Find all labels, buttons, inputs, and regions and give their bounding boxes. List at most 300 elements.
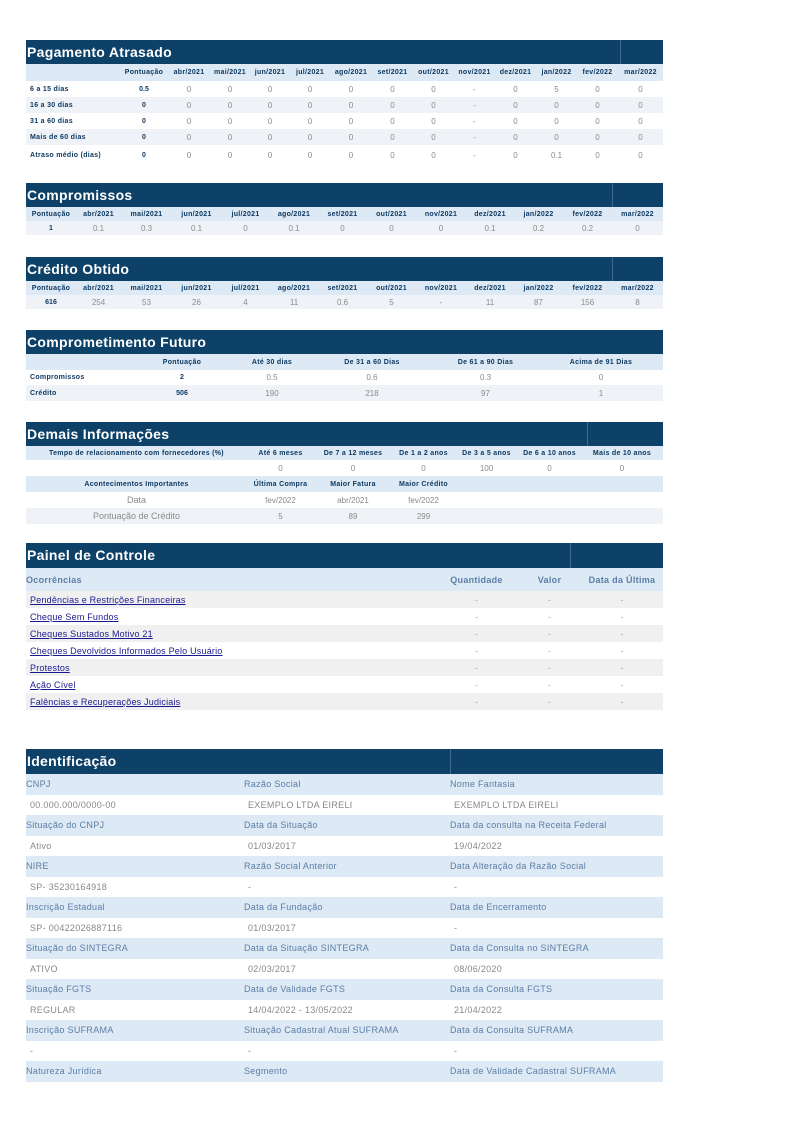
header-divider [612,183,613,207]
valor-cell: - [518,659,581,676]
table-header-row [26,568,663,591]
table-row [26,508,663,524]
value-cell: abr/2021 [337,495,369,505]
column-header: Maior Crédito [392,476,455,492]
valor-cell: - [518,591,581,608]
header-divider [450,749,451,774]
field-value: - [450,1041,663,1062]
column-header: De 31 a 60 Dias [312,354,432,370]
field-label: Razão Social [244,774,450,795]
value-cell: 0 [372,129,413,145]
column-header: De 1 a 2 anos [392,446,455,460]
section-demais-informacoes [26,422,663,524]
value-cell: 0 [390,84,395,94]
data-cell: - [581,625,663,642]
column-header: Pontuação [26,281,76,295]
table-header-row [26,281,663,295]
value-cell: 0 [350,463,356,473]
value-cell: 4 [221,295,270,309]
section-title: Comprometimento Futuro [27,334,207,350]
value-cell: 0 [307,84,313,94]
table-row [26,370,663,385]
table-row [26,676,663,693]
value-cell: 0 [168,129,210,145]
row-label: 6 a 15 dias [30,85,69,93]
value-cell: 0 [250,129,290,145]
data-cell: - [581,693,663,710]
value-cell: 53 [121,295,172,309]
field-value-row [26,918,663,939]
value-cell: 0 [330,97,372,113]
table-row [26,97,663,113]
value-cell: 0.1 [76,221,121,235]
value-cell: - [473,116,476,126]
header-divider [620,40,621,64]
section-title-bar [26,40,663,64]
credito-obtido-table [26,281,663,309]
value-cell: 0 [536,129,577,145]
value-cell: 0 [431,151,436,160]
score-cell: 0 [120,97,168,113]
value-cell: 11 [270,295,318,309]
row-label: 31 a 60 dias [30,117,73,125]
field-value: ATIVO [26,959,244,980]
field-value: 02/03/2017 [244,959,450,980]
column-header: mai/2021 [121,281,172,295]
value-cell: 0 [267,151,273,160]
value-cell: 0 [227,84,233,94]
section-title-bar [26,422,663,446]
value-cell: 0 [495,129,536,145]
column-header: Pontuação [132,354,232,370]
section-title-bar [26,257,663,281]
column-header: Tempo de relacionamento com fornecedores (%) [26,446,247,460]
value-cell: 0 [547,463,552,473]
column-header: mar/2022 [612,207,663,221]
data-cell: - [620,645,624,656]
row-label: Pontuação de Crédito [26,508,247,524]
section-compromissos [26,183,663,235]
column-header [26,64,120,81]
field-label: Data da Consulta FGTS [450,979,663,1000]
value-cell: 0 [186,84,192,94]
empty-cell [26,460,247,476]
field-label-row [26,1061,663,1082]
value-cell: - [416,295,466,309]
value-cell: 0 [367,221,416,235]
column-header: set/2021 [318,207,367,221]
column-header: jul/2021 [221,207,270,221]
value-cell: 0 [267,84,273,94]
column-header: Maior Fatura [314,476,392,492]
field-value: - [450,877,663,898]
column-header: mai/2021 [121,207,172,221]
header-divider [612,257,613,281]
ocorrencia-link[interactable]: Pendências e Restrições Financeiras [30,594,186,605]
column-header: mar/2022 [618,64,663,81]
value-cell: - [473,84,476,94]
field-label: Data Alteração da Razão Social [450,856,663,877]
value-cell: 0 [413,97,454,113]
column-header: Até 6 meses [247,446,314,460]
column-header: abr/2021 [168,64,210,81]
value-cell: 0 [513,151,518,160]
column-header: Até 30 dias [232,354,312,370]
data-cell: - [620,611,624,622]
value-cell: - [473,151,476,160]
value-cell: 0.5 [266,373,278,382]
section-title-bar [26,543,663,568]
field-label: Inscrição Estadual [26,897,244,918]
value-cell: 0 [348,116,354,126]
value-cell: 0 [416,221,466,235]
field-value: EXEMPLO LTDA EIRELI [450,795,663,816]
acontecimentos-table [26,476,663,524]
value-cell: 0 [278,463,283,473]
value-cell: 0 [290,97,330,113]
value-cell: 0 [210,129,250,145]
value-cell: 0 [595,116,600,126]
value-cell: 299 [392,508,455,524]
value-cell: 0 [431,84,436,94]
field-label: Data da Consulta SUFRAMA [450,1020,663,1041]
table-row [26,460,663,476]
section-identificacao [26,749,663,1082]
column-header: jan/2022 [536,64,577,81]
column-header: fev/2022 [563,281,612,295]
score-cell: 1 [26,221,76,235]
value-cell: - [454,129,495,145]
table-row [26,591,663,608]
table-row [26,129,663,145]
value-cell: 0.3 [479,373,492,382]
field-label: Data da Situação [244,815,450,836]
section-title: Compromissos [27,187,133,203]
pagamento-atrasado-table [26,64,663,166]
table-header-row [26,64,663,81]
column-header: jun/2021 [172,281,221,295]
ocorrencia-link[interactable]: Cheques Sustados Motivo 21 [30,628,153,639]
identificacao-table [26,774,663,1082]
value-cell: 0 [372,97,413,113]
section-title: Pagamento Atrasado [27,44,172,60]
quantidade-cell: - [435,591,518,608]
value-cell: 0 [221,221,270,235]
value-cell: 89 [314,508,392,524]
table-header-row [26,207,663,221]
section-title: Demais Informações [27,426,170,442]
column-header: set/2021 [372,64,413,81]
relacionamento-table [26,446,663,476]
data-cell: - [581,591,663,608]
header-divider [587,422,588,446]
ocorrencia-link[interactable]: Ação Cível [30,679,76,690]
field-label-row [26,774,663,795]
field-value: REGULAR [26,1000,244,1021]
table-row [26,625,663,642]
ocorrencia-link[interactable]: Cheque Sem Fundos [30,611,119,622]
field-value-row [26,836,663,857]
value-cell: 218 [312,385,432,401]
value-cell: 0.3 [121,221,172,235]
column-header: dez/2021 [466,207,514,221]
quantidade-cell: - [475,679,478,690]
ocorrencia-link[interactable]: Protestos [30,662,70,673]
value-cell: 254 [76,295,121,309]
column-header: Acima de 91 Dias [539,354,663,370]
column-header [26,354,132,370]
section-pagamento-atrasado [26,40,663,166]
value-cell: 190 [232,385,312,401]
comprometimento-futuro-table [26,354,663,401]
quantidade-cell: - [475,611,478,622]
value-cell: 0 [638,116,643,126]
valor-cell: - [548,679,551,690]
value-cell: 0.1 [550,151,563,160]
column-header: Ocorrências [26,568,435,591]
value-cell: 0 [290,129,330,145]
value-cell: 0.2 [514,221,563,235]
score-cell: 2 [180,374,184,381]
valor-cell: - [518,625,581,642]
column-header: dez/2021 [495,64,536,81]
field-value-row [26,795,663,816]
field-value-row [26,877,663,898]
value-cell: 0 [210,97,250,113]
empty-cell [455,492,663,508]
table-row [26,693,663,710]
field-label: Data de Validade Cadastral SUFRAMA [450,1061,663,1082]
field-label: NIRE [26,856,244,877]
field-label: Situação do CNPJ [26,815,244,836]
row-label: Mais de 60 dias [26,129,120,145]
value-cell: - [454,97,495,113]
column-header: jan/2022 [514,207,563,221]
row-label: Atraso médio (dias) [30,152,102,159]
table-row [26,221,663,235]
value-cell: 97 [432,385,539,401]
column-header: set/2021 [318,281,367,295]
field-value-row [26,959,663,980]
table-row [26,113,663,129]
section-painel-controle [26,543,663,710]
table-row [26,608,663,625]
field-value: - [244,877,450,898]
field-label-row [26,938,663,959]
quantidade-cell: - [435,625,518,642]
field-value: SP- 35230164918 [26,877,244,898]
table-header-row [26,446,663,460]
value-cell: 0 [318,221,367,235]
score-cell: 0 [142,152,146,159]
section-title: Painel de Controle [27,547,156,563]
score-cell: 0 [120,129,168,145]
column-header: jul/2021 [221,281,270,295]
value-cell: 5 [367,295,416,309]
data-cell: - [581,659,663,676]
field-label: Razão Social Anterior [244,856,450,877]
column-header: ago/2021 [270,207,318,221]
value-cell: 0 [554,116,559,126]
table-row [26,145,663,166]
value-cell: 5 [247,508,314,524]
field-label: Data da Fundação [244,897,450,918]
empty-cell [455,476,663,492]
value-cell: 0.6 [318,295,367,309]
column-header: jan/2022 [514,281,563,295]
section-comprometimento-futuro [26,330,663,401]
value-cell: 0.1 [270,221,318,235]
value-cell: 0 [250,97,290,113]
value-cell: 0 [227,116,233,126]
field-label: CNPJ [26,774,244,795]
field-label-row [26,979,663,1000]
field-label: Data da Consulta no SINTEGRA [450,938,663,959]
value-cell: 0.1 [172,221,221,235]
row-label: Compromissos [30,374,85,381]
field-value: EXEMPLO LTDA EIRELI [244,795,450,816]
value-cell: 5 [554,84,559,94]
section-title: Crédito Obtido [27,261,130,277]
value-cell: 0 [598,373,604,382]
column-header: ago/2021 [330,64,372,81]
section-title-bar [26,749,663,774]
value-cell: 0 [421,463,426,473]
quantidade-cell: - [435,659,518,676]
compromissos-table [26,207,663,235]
ocorrencia-link[interactable]: Falências e Recuperações Judiciais [30,696,181,707]
column-header: nov/2021 [416,281,466,295]
value-cell: fev/2022 [265,495,296,505]
field-label-row [26,897,663,918]
valor-cell: - [548,611,551,622]
column-header: Mais de 10 anos [581,446,663,460]
score-cell: 0 [142,117,146,125]
field-label: Data da consulta na Receita Federal [450,815,663,836]
field-label: Natureza Jurídica [26,1061,244,1082]
column-header: Acontecimentos Importantes [26,476,247,492]
row-label: Crédito [26,385,132,401]
value-cell: 0 [612,221,663,235]
field-label: Data de Validade FGTS [244,979,450,1000]
value-cell: 0 [618,97,663,113]
score-cell: 0.5 [139,85,149,93]
column-header: fev/2022 [563,207,612,221]
value-cell: 0.1 [466,221,514,235]
column-header: Valor [518,568,581,591]
empty-cell [455,508,663,524]
field-label: Situação Cadastral Atual SUFRAMA [244,1020,450,1041]
table-row [26,492,663,508]
value-cell: 0 [307,151,313,160]
value-cell: 0 [330,129,372,145]
column-header: Pontuação [120,64,168,81]
column-header: De 3 a 5 anos [455,446,518,460]
field-value: 01/03/2017 [244,918,450,939]
value-cell: 0 [227,151,233,160]
field-label: Data da Situação SINTEGRA [244,938,450,959]
value-cell: 156 [563,295,612,309]
field-label: Segmento [244,1061,450,1082]
row-label: Data [126,495,146,505]
column-header: mar/2022 [612,281,663,295]
field-label: Nome Fantasia [450,774,663,795]
row-label: 16 a 30 dias [26,97,120,113]
value-cell: 0 [577,129,618,145]
column-header: abr/2021 [76,207,121,221]
field-value: - [244,1041,450,1062]
table-header-row [26,354,663,370]
field-value: 21/04/2022 [450,1000,663,1021]
quantidade-cell: - [475,645,478,656]
column-header: De 6 a 10 anos [518,446,581,460]
value-cell: 0 [495,97,536,113]
value-cell: 26 [172,295,221,309]
score-cell: 506 [132,385,232,401]
table-row [26,659,663,676]
value-cell: 0 [413,129,454,145]
column-header: jul/2021 [290,64,330,81]
value-cell: 0 [348,151,354,160]
ocorrencia-link[interactable]: Cheques Devolvidos Informados Pelo Usuário [30,645,223,656]
column-header: De 61 a 90 Dias [432,354,539,370]
section-credito-obtido [26,257,663,309]
value-cell: 0 [390,116,395,126]
field-value: - [26,1041,244,1062]
field-value: 00.000.000/0000-00 [26,795,244,816]
data-cell: - [620,679,624,690]
value-cell: 1 [539,385,663,401]
value-cell: 0 [536,97,577,113]
column-header: Última Compra [247,476,314,492]
value-cell: 0 [348,84,354,94]
valor-cell: - [518,693,581,710]
field-value: - [450,918,663,939]
field-label: Situação do SINTEGRA [26,938,244,959]
table-row [26,642,663,659]
value-cell: 0 [638,84,643,94]
value-cell: 0 [618,129,663,145]
valor-cell: - [548,645,551,656]
section-title: Identificação [27,753,117,769]
field-label: Inscrição SUFRAMA [26,1020,244,1041]
value-cell: 0 [307,116,313,126]
value-cell: 0 [619,463,625,473]
value-cell: 0 [577,97,618,113]
value-cell: 0 [638,151,643,160]
value-cell: 100 [479,463,494,473]
column-header: fev/2022 [577,64,618,81]
value-cell: 0 [431,116,436,126]
field-value: SP- 00422026887116 [26,918,244,939]
value-cell: 11 [466,295,514,309]
field-label-row [26,856,663,877]
value-cell: 0 [390,151,395,160]
column-header: dez/2021 [466,281,514,295]
value-cell: 87 [514,295,563,309]
column-header: nov/2021 [416,207,466,221]
value-cell: fev/2022 [408,495,439,505]
table-row [26,295,663,309]
column-header: jun/2021 [250,64,290,81]
painel-controle-table [26,568,663,710]
field-value: 14/04/2022 - 13/05/2022 [244,1000,450,1021]
column-header: out/2021 [413,64,454,81]
column-header: De 7 a 12 meses [314,446,392,460]
value-cell: 0 [595,84,600,94]
column-header: Pontuação [26,207,76,221]
header-divider [570,543,571,568]
